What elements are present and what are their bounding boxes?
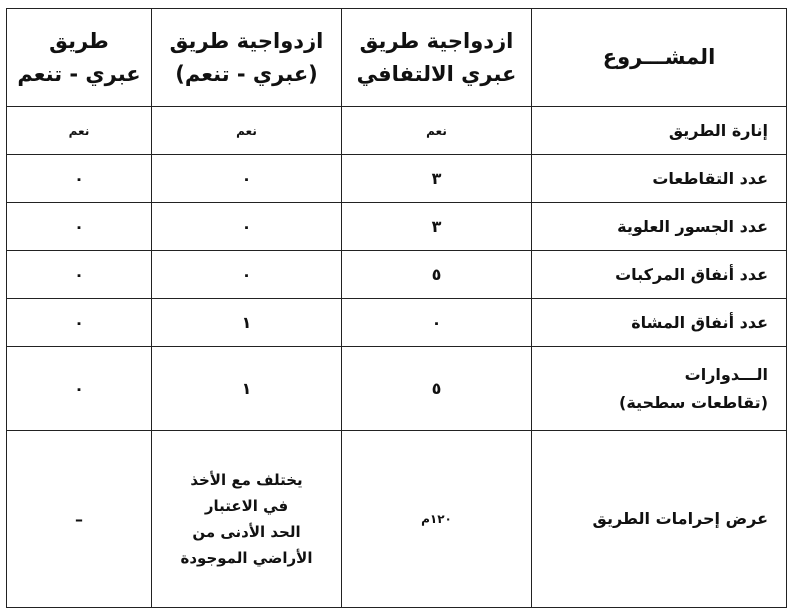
header-option-a-line-2: عبري الالتفافي: [356, 61, 517, 86]
header-row: [7, 9, 787, 107]
header-option-b-line-1: ازدواجية طريق: [169, 28, 324, 53]
cell-option-b: ١: [152, 347, 342, 431]
cell-option-b: نعم: [152, 107, 342, 155]
row-label-roundabouts-line-2: (تقاطعات سطحية): [619, 392, 768, 412]
cell-option-c: ٠: [7, 299, 152, 347]
header-option-a-line-1: ازدواجية طريق: [359, 28, 514, 53]
cell-option-a: ٥: [342, 251, 532, 299]
row-label-intersections: عدد التقاطعات: [532, 155, 787, 203]
table-row: [7, 251, 787, 299]
header-option-a: [342, 9, 532, 107]
table-row: [7, 347, 787, 431]
cell-option-c: ٠: [7, 203, 152, 251]
cell-option-c: نعم: [7, 107, 152, 155]
row-label-lighting: إنارة الطريق: [532, 107, 787, 155]
header-option-c-line-2: عبري - تنعم: [17, 61, 141, 86]
header-option-c: [7, 9, 152, 107]
cell-option-c: –: [7, 431, 152, 608]
cell-option-b: ٠: [152, 155, 342, 203]
note-line: يختلف مع الأخذ: [190, 470, 303, 489]
table-row: [7, 155, 787, 203]
note-line: في الاعتبار: [204, 496, 289, 515]
cell-option-a: ٣: [342, 155, 532, 203]
cell-option-a: نعم: [342, 107, 532, 155]
cell-option-b: [152, 431, 342, 608]
cell-option-c: ٠: [7, 155, 152, 203]
table-row: [7, 107, 787, 155]
cell-option-c: ٠: [7, 347, 152, 431]
cell-option-c: ٠: [7, 251, 152, 299]
note-line: الأراضي الموجودة: [180, 549, 313, 568]
header-option-b-line-2: (عبري - تنعم): [175, 61, 318, 86]
row-label-bridges: عدد الجسور العلوية: [532, 203, 787, 251]
comparison-table: [6, 8, 787, 608]
table-row: [7, 299, 787, 347]
header-option-c-line-1: طريق: [49, 28, 109, 53]
row-label-roundabouts: [532, 347, 787, 431]
header-project-text: المشـــروع: [602, 45, 716, 70]
note-line: الحد الأدنى من: [192, 523, 301, 541]
row-label-pedestrian-tunnels: عدد أنفاق المشاة: [532, 299, 787, 347]
cell-option-a: ٥: [342, 347, 532, 431]
table-row: [7, 431, 787, 608]
cell-option-a: ١٢٠م: [342, 431, 532, 608]
row-label-vehicle-tunnels: عدد أنفاق المركبات: [532, 251, 787, 299]
cell-option-b: ١: [152, 299, 342, 347]
table-row: [7, 203, 787, 251]
cell-option-a: ٠: [342, 299, 532, 347]
header-option-b: [152, 9, 342, 107]
row-label-roundabouts-line-1: الـــدوارات: [684, 365, 768, 385]
cell-option-b: ٠: [152, 203, 342, 251]
header-project: [532, 9, 787, 107]
row-label-right-of-way: عرض إحرامات الطريق: [532, 431, 787, 608]
cell-option-a: ٣: [342, 203, 532, 251]
cell-option-b: ٠: [152, 251, 342, 299]
